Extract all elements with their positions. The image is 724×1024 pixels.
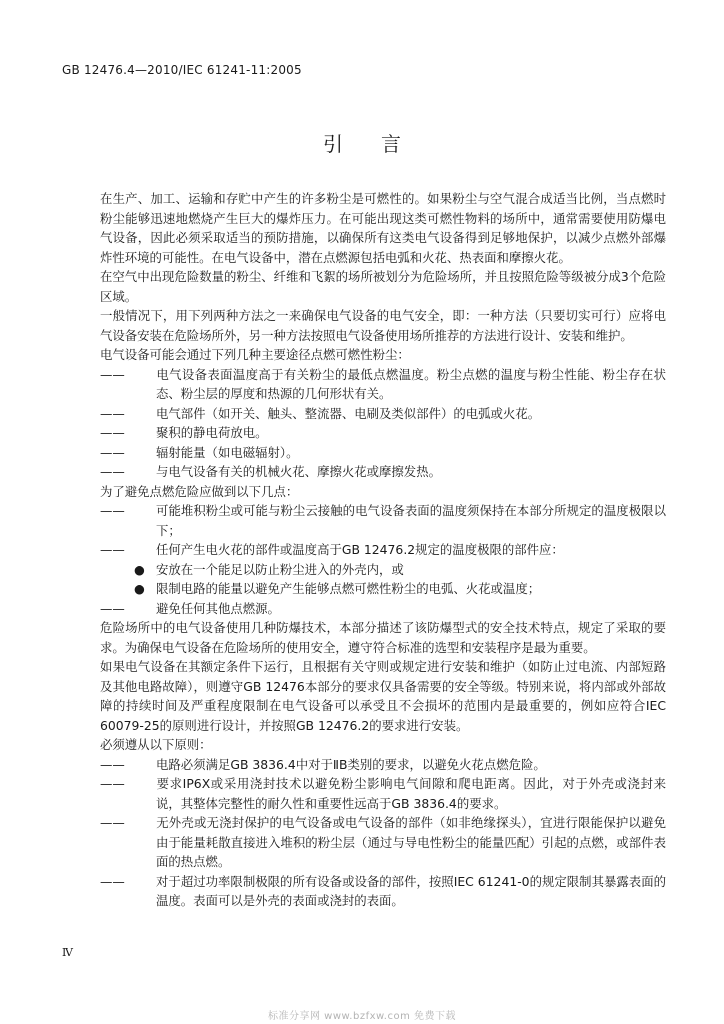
list-item: —— 要求IP6X或采用浇封技术以避免粉尘影响电气间隙和爬电距离。因此，对于外壳或浇封来说，其整体完整性的耐久性和重要性远高于GB 3836.4的要求。 [100,776,666,811]
watermark: 标准分享网 www.bzfxw.com 免费下载 [268,1011,456,1022]
paragraph: 电气设备可能会通过下列几种主要途径点燃可燃性粉尘： [100,347,410,362]
paragraph: 为了避免点燃危险应做到以下几点： [100,483,299,499]
paragraph: 在生产、加工、运输和存贮中产生的许多粉尘是可燃性的。如果粉尘与空气混合成适当比例，当点燃时粉尘能够迅速地燃烧产生巨大的爆炸压力。在可能出现这类可燃性物料的场所中，通常需要使用防爆电气设备，因此必须采取适当的预防措施，以确保所有这类电气设备得到足够地保护，以减少点燃外部爆炸性环境的可能性。在电气设备中，潜在点燃源包括电弧和火花、热表面和摩擦火花。 [100,191,666,265]
bullet-icon: ● [134,581,145,596]
paragraph: 危险场所中的电气设备使用几种防爆技术，本部分描述了该防爆型式的安全技术特点，规定了采取的要求。为确保电气设备在危险场所的使用安全，遵守符合标准的选型和安装程序是最为重要。 [100,620,666,655]
list-item: —— 电路必须满足GB 3836.4中对于ⅡB类别的要求，以避免火花点燃危险。 [100,756,546,772]
list-item: —— 对于超过功率限制极限的所有设备或设备的部件，按照IEC 61241-0的规定限制其暴露表面的温度。表面可以是外壳的表面或浇封的表面。 [100,873,666,908]
list-item: —— 电气设备表面温度高于有关粉尘的最低点燃温度。粉尘点燃的温度与粉尘性能、粉尘存在状态、粉尘层的厚度和热源的几何形状有关。 [100,366,666,401]
list-item: —— 与电气设备有关的机械火花、摩擦火花或摩擦发热。 [100,464,441,479]
bullet-item: ● 限制电路的能量以避免产生能够点燃可燃性粉尘的电弧、火花或温度； [100,579,666,599]
list-item: —— 聚积的静电荷放电。 [100,425,268,440]
page-title: 引言 [323,132,439,156]
document-body [100,189,666,911]
paragraph: 在空气中出现危险数量的粉尘、纤维和飞絮的场所被划分为危险场所，并且按照危险等级被分成3个危险区域。 [100,269,666,304]
paragraph: 必须遵从以下原则： [100,737,212,752]
bullet-item: ● 安放在一个能足以防止粉尘进入的外壳内，或 [100,560,666,580]
page-number: Ⅳ [62,946,73,959]
list-item: —— 辐射能量（如电磁辐射）。 [100,444,299,460]
paragraph: 一般情况下，用下列两种方法之一来确保电气设备的电气安全，即：一种方法（只要切实可行）应将电气设备安装在危险场所外，另一种方法按照电气设备使用场所推荐的方法进行设计、安装和维护。 [100,308,666,343]
list-item: —— 任何产生电火花的部件或温度高于GB 12476.2规定的温度极限的部件应： [100,542,564,557]
list-item: —— 可能堆积粉尘或可能与粉尘云接触的电气设备表面的温度须保持在本部分所规定的温度极限以下； [100,503,666,538]
standard-number: GB 12476.4—2010/IEC 61241-11:2005 [62,63,302,77]
list-item: —— 无外壳或无浇封保护的电气设备或电气设备的部件（如非绝缘探头），宜进行限能保护以避免由于能量耗散直接进入堆积的粉尘层（通过与导电性粉尘的能量匹配）引起的点燃，或部件表面的热点燃。 [100,815,666,869]
bullet-icon: ● [134,561,145,577]
list-item: —— 电气部件（如开关、触头、整流器、电刷及类似部件）的电弧或火花。 [100,405,541,421]
list-item: —— 避免任何其他点燃源。 [100,600,280,616]
paragraph: 如果电气设备在其额定条件下运行，且根据有关守则或规定进行安装和维护（如防止过电流、内部短路及其他电路故障），则遵守GB 12476本部分的要求仅具备需要的安全等级。特别来说，将内部或外部故障的持续时间及严重程度限制在电气设备可以承受且不会损坏的范围内是最重要的，例如应符合IEC 60079-25的原则进行设计，并按照GB 12476.2的要求进行安装。 [100,659,666,733]
